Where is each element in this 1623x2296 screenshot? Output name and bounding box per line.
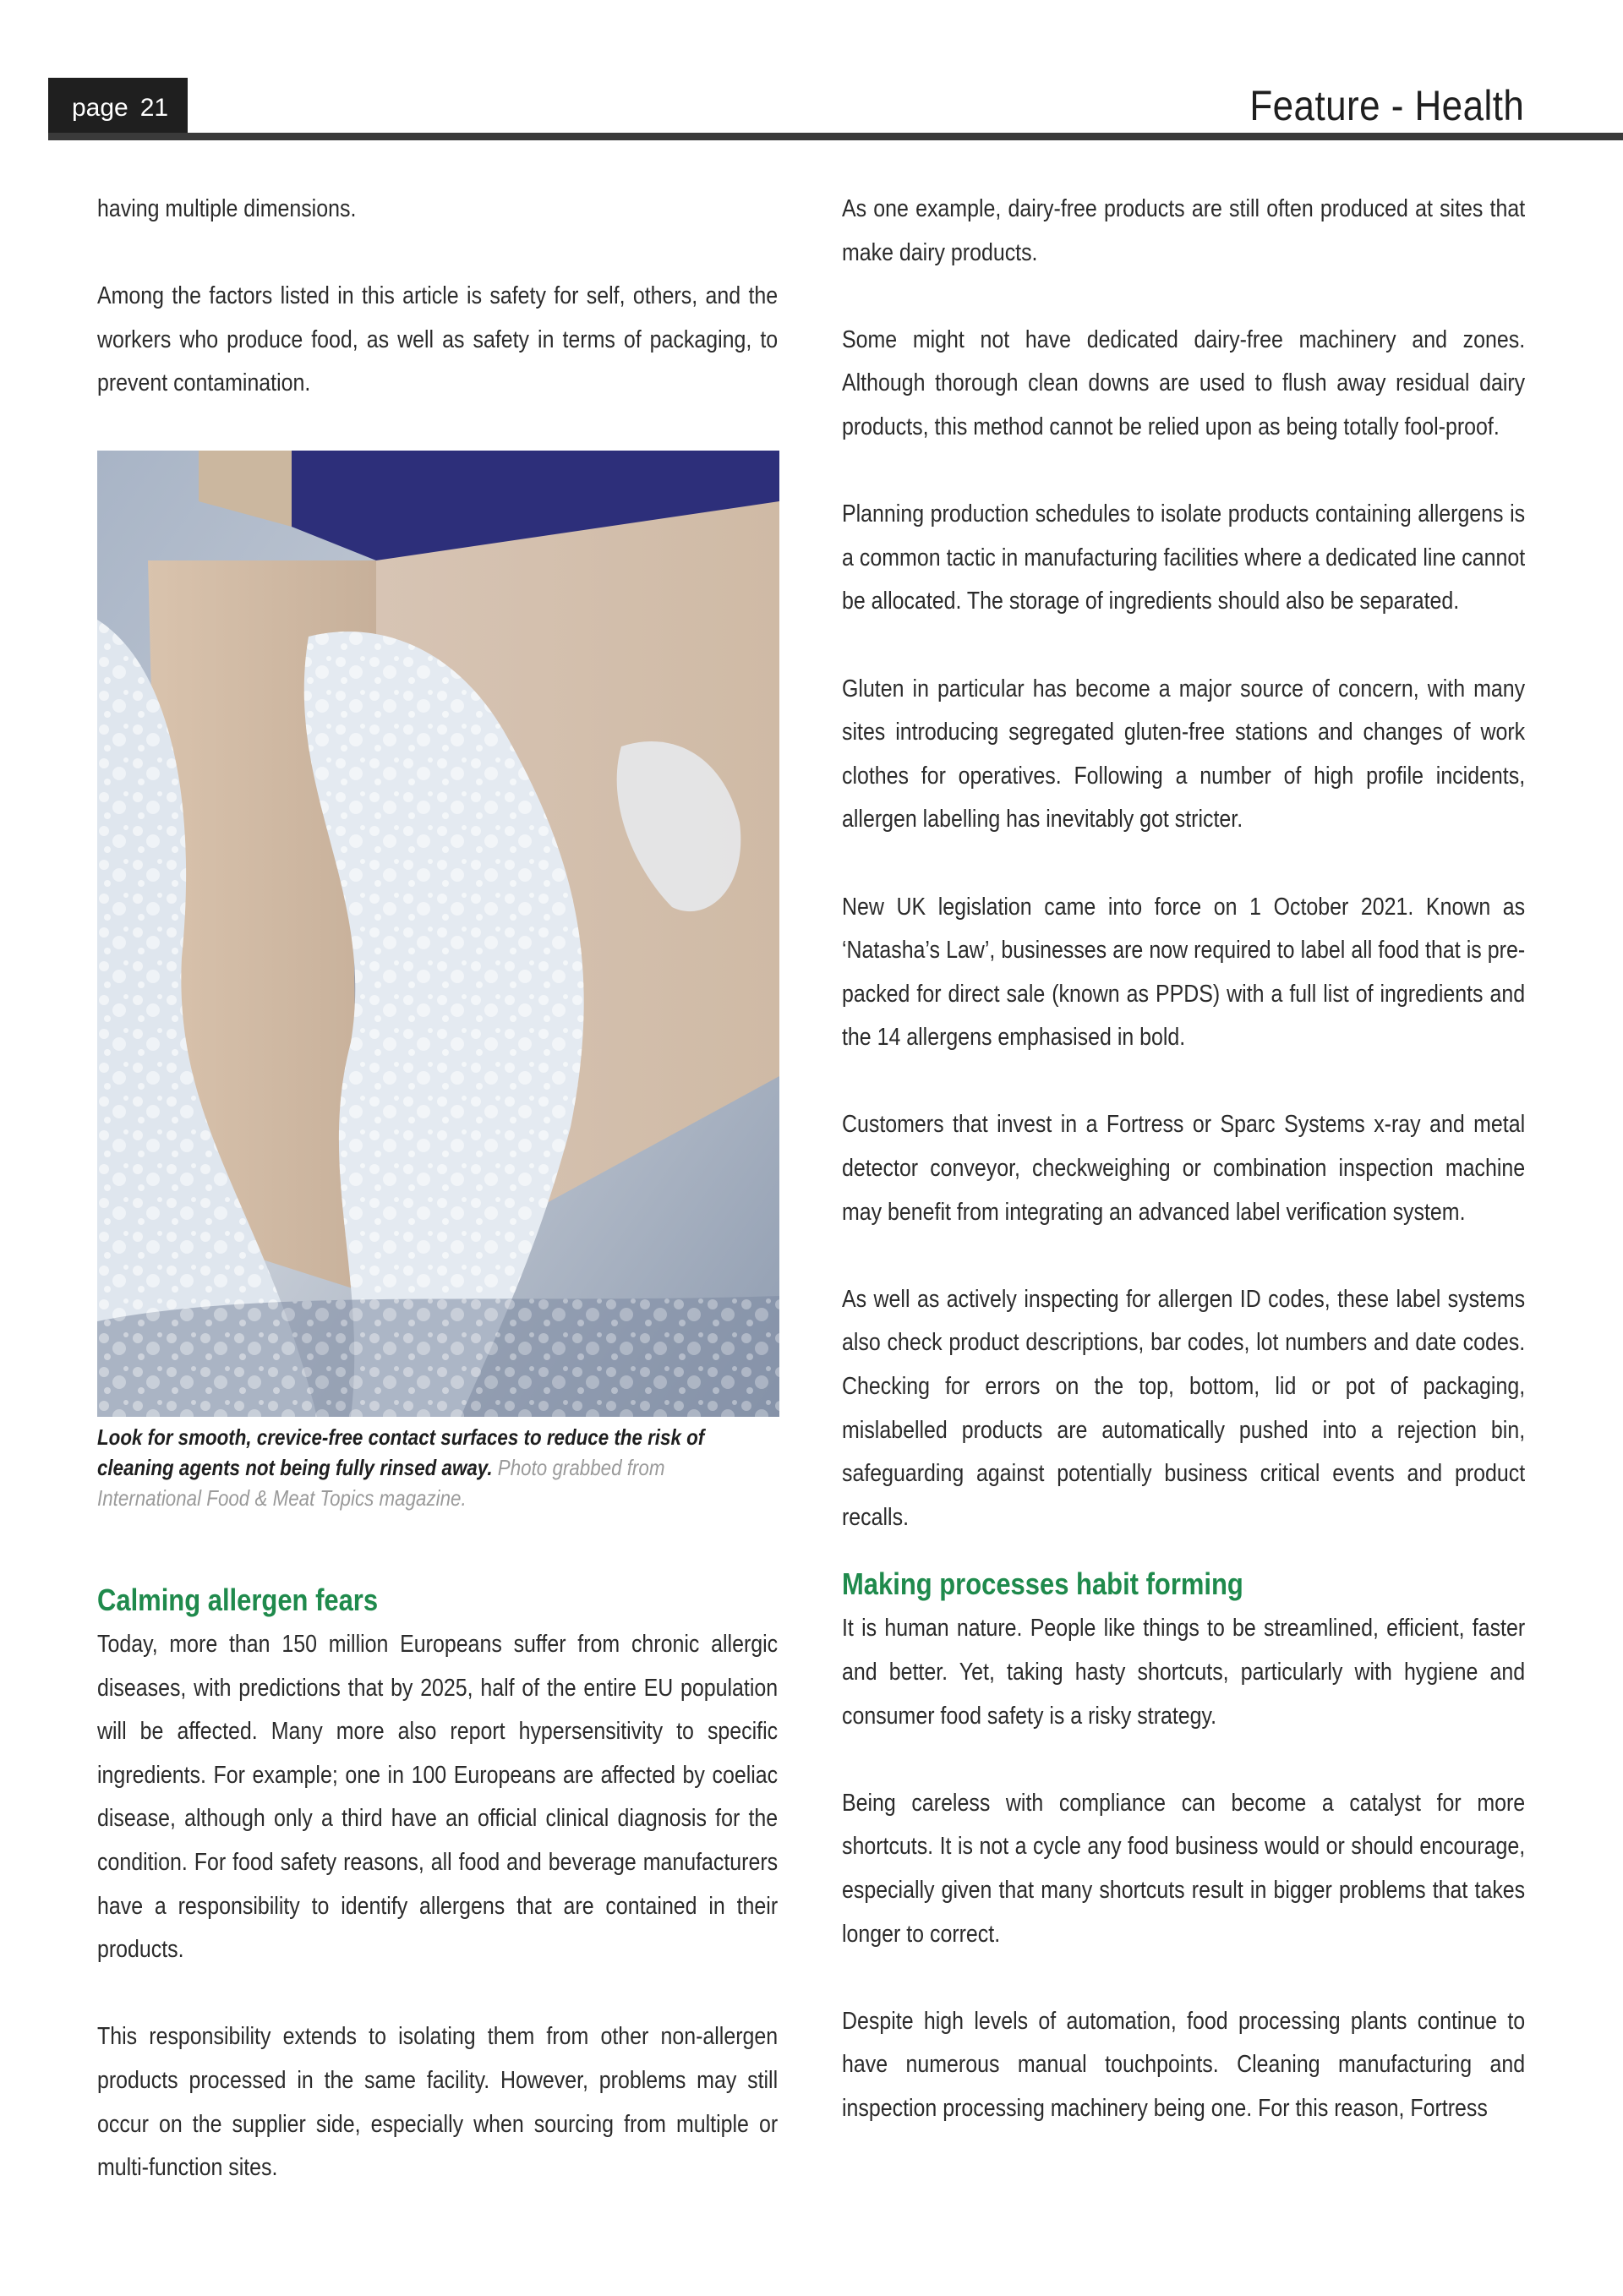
paragraph: Customers that invest in a Fortress or Sparc Systems x-ray and metal detector conveyor, checkweighing or combination inspection machine may benefit from integrating an advanced label verification system. bbox=[842, 1111, 1526, 1226]
left-column-top bbox=[97, 188, 778, 450]
paragraph: This responsibility extends to isolating them from other non-allergen products processed in the same facility. However, problems may still occur on the supplier side, especially when sourcing from multiple or multi-function sites. bbox=[97, 2023, 779, 2182]
left-column-section bbox=[97, 1577, 778, 2233]
paragraph: having multiple dimensions. bbox=[97, 195, 357, 222]
header-rule bbox=[48, 133, 1623, 140]
page-label: page bbox=[72, 94, 128, 122]
page-number-tab bbox=[48, 78, 188, 139]
paragraph: Gluten in particular has become a major source of concern, with many sites introducing segregated gluten-free stations and changes of work clothes for operatives. Following a number of high profile incidents, allergen labelling has inevitably got stricter. bbox=[842, 675, 1526, 834]
paragraph: As well as actively inspecting for allergen ID codes, these label systems also check product descriptions, bar codes, lot numbers and date codes. Checking for errors on the top, bottom, lid or pot of packaging, mislabelled products are automatically pushed into a rejection bin, safeguarding against potentially business critical events and product recalls. bbox=[842, 1285, 1526, 1531]
right-column bbox=[842, 188, 1525, 2174]
paragraph: Being careless with compliance can become a catalyst for more shortcuts. It is not a cycle any food business would or should encourage, especially given that many shortcuts result in bigger problems that takes longer to correct. bbox=[842, 1789, 1526, 1948]
section-title: Feature - Health bbox=[1249, 82, 1524, 129]
stainless-steel-foam-photo bbox=[97, 451, 779, 1417]
section-heading-habit-forming: Making processes habit forming bbox=[842, 1566, 1243, 1602]
paragraph: It is human nature. People like things to be streamlined, efficient, faster and better. Yet, taking hasty shortcuts, particularly with hygiene and consumer food safety is a risky strategy. bbox=[842, 1615, 1526, 1730]
caption-text: Look for smooth, crevice-free contact surfaces to reduce the risk of cleaning agents not being fully rinsed away. bbox=[97, 1424, 705, 1480]
photo-credit: Photo grabbed from International Food & Meat Topics magazine. bbox=[97, 1455, 665, 1511]
paragraph: Despite high levels of automation, food processing plants continue to have numerous manual touchpoints. Cleaning manufacturing and inspection processing machinery being one. For this reason, Fortress bbox=[842, 2007, 1526, 2122]
paragraph: Today, more than 150 million Europeans suffer from chronic allergic diseases, with predictions that by 2025, half of the entire EU population will be affected. Many more also report hypersensitivity to specific ingredients. For example; one in 100 Europeans are affected by coeliac disease, although only a third have an official clinical diagnosis for the condition. For food safety reasons, all food and beverage manufacturers have a responsibility to identify allergens that are contained in their products. bbox=[97, 1631, 779, 1964]
photo-caption bbox=[97, 1422, 790, 1513]
paragraph: As one example, dairy-free products are still often produced at sites that make dairy products. bbox=[842, 195, 1526, 266]
paragraph: Some might not have dedicated dairy-free machinery and zones. Although thorough clean downs are used to flush away residual dairy products, this method cannot be relied upon as being totally fool-proof. bbox=[842, 325, 1526, 440]
paragraph: Among the factors listed in this article is safety for self, others, and the workers who produce food, as well as safety in terms of packaging, to prevent contamination. bbox=[97, 282, 779, 397]
page-number: 21 bbox=[139, 94, 169, 122]
paragraph: New UK legislation came into force on 1 October 2021. Known as ‘Natasha’s Law’, businesses are now required to label all food that is pre-packed for direct sale (known as PPDS) with a full list of ingredients and the 14 allergens emphasised in bold. bbox=[842, 893, 1526, 1052]
paragraph: Planning production schedules to isolate products containing allergens is a common tactic in manufacturing facilities where a dedicated line cannot be allocated. The storage of ingredients should also be separated. bbox=[842, 500, 1526, 615]
section-heading-allergen-fears: Calming allergen fears bbox=[97, 1583, 379, 1617]
